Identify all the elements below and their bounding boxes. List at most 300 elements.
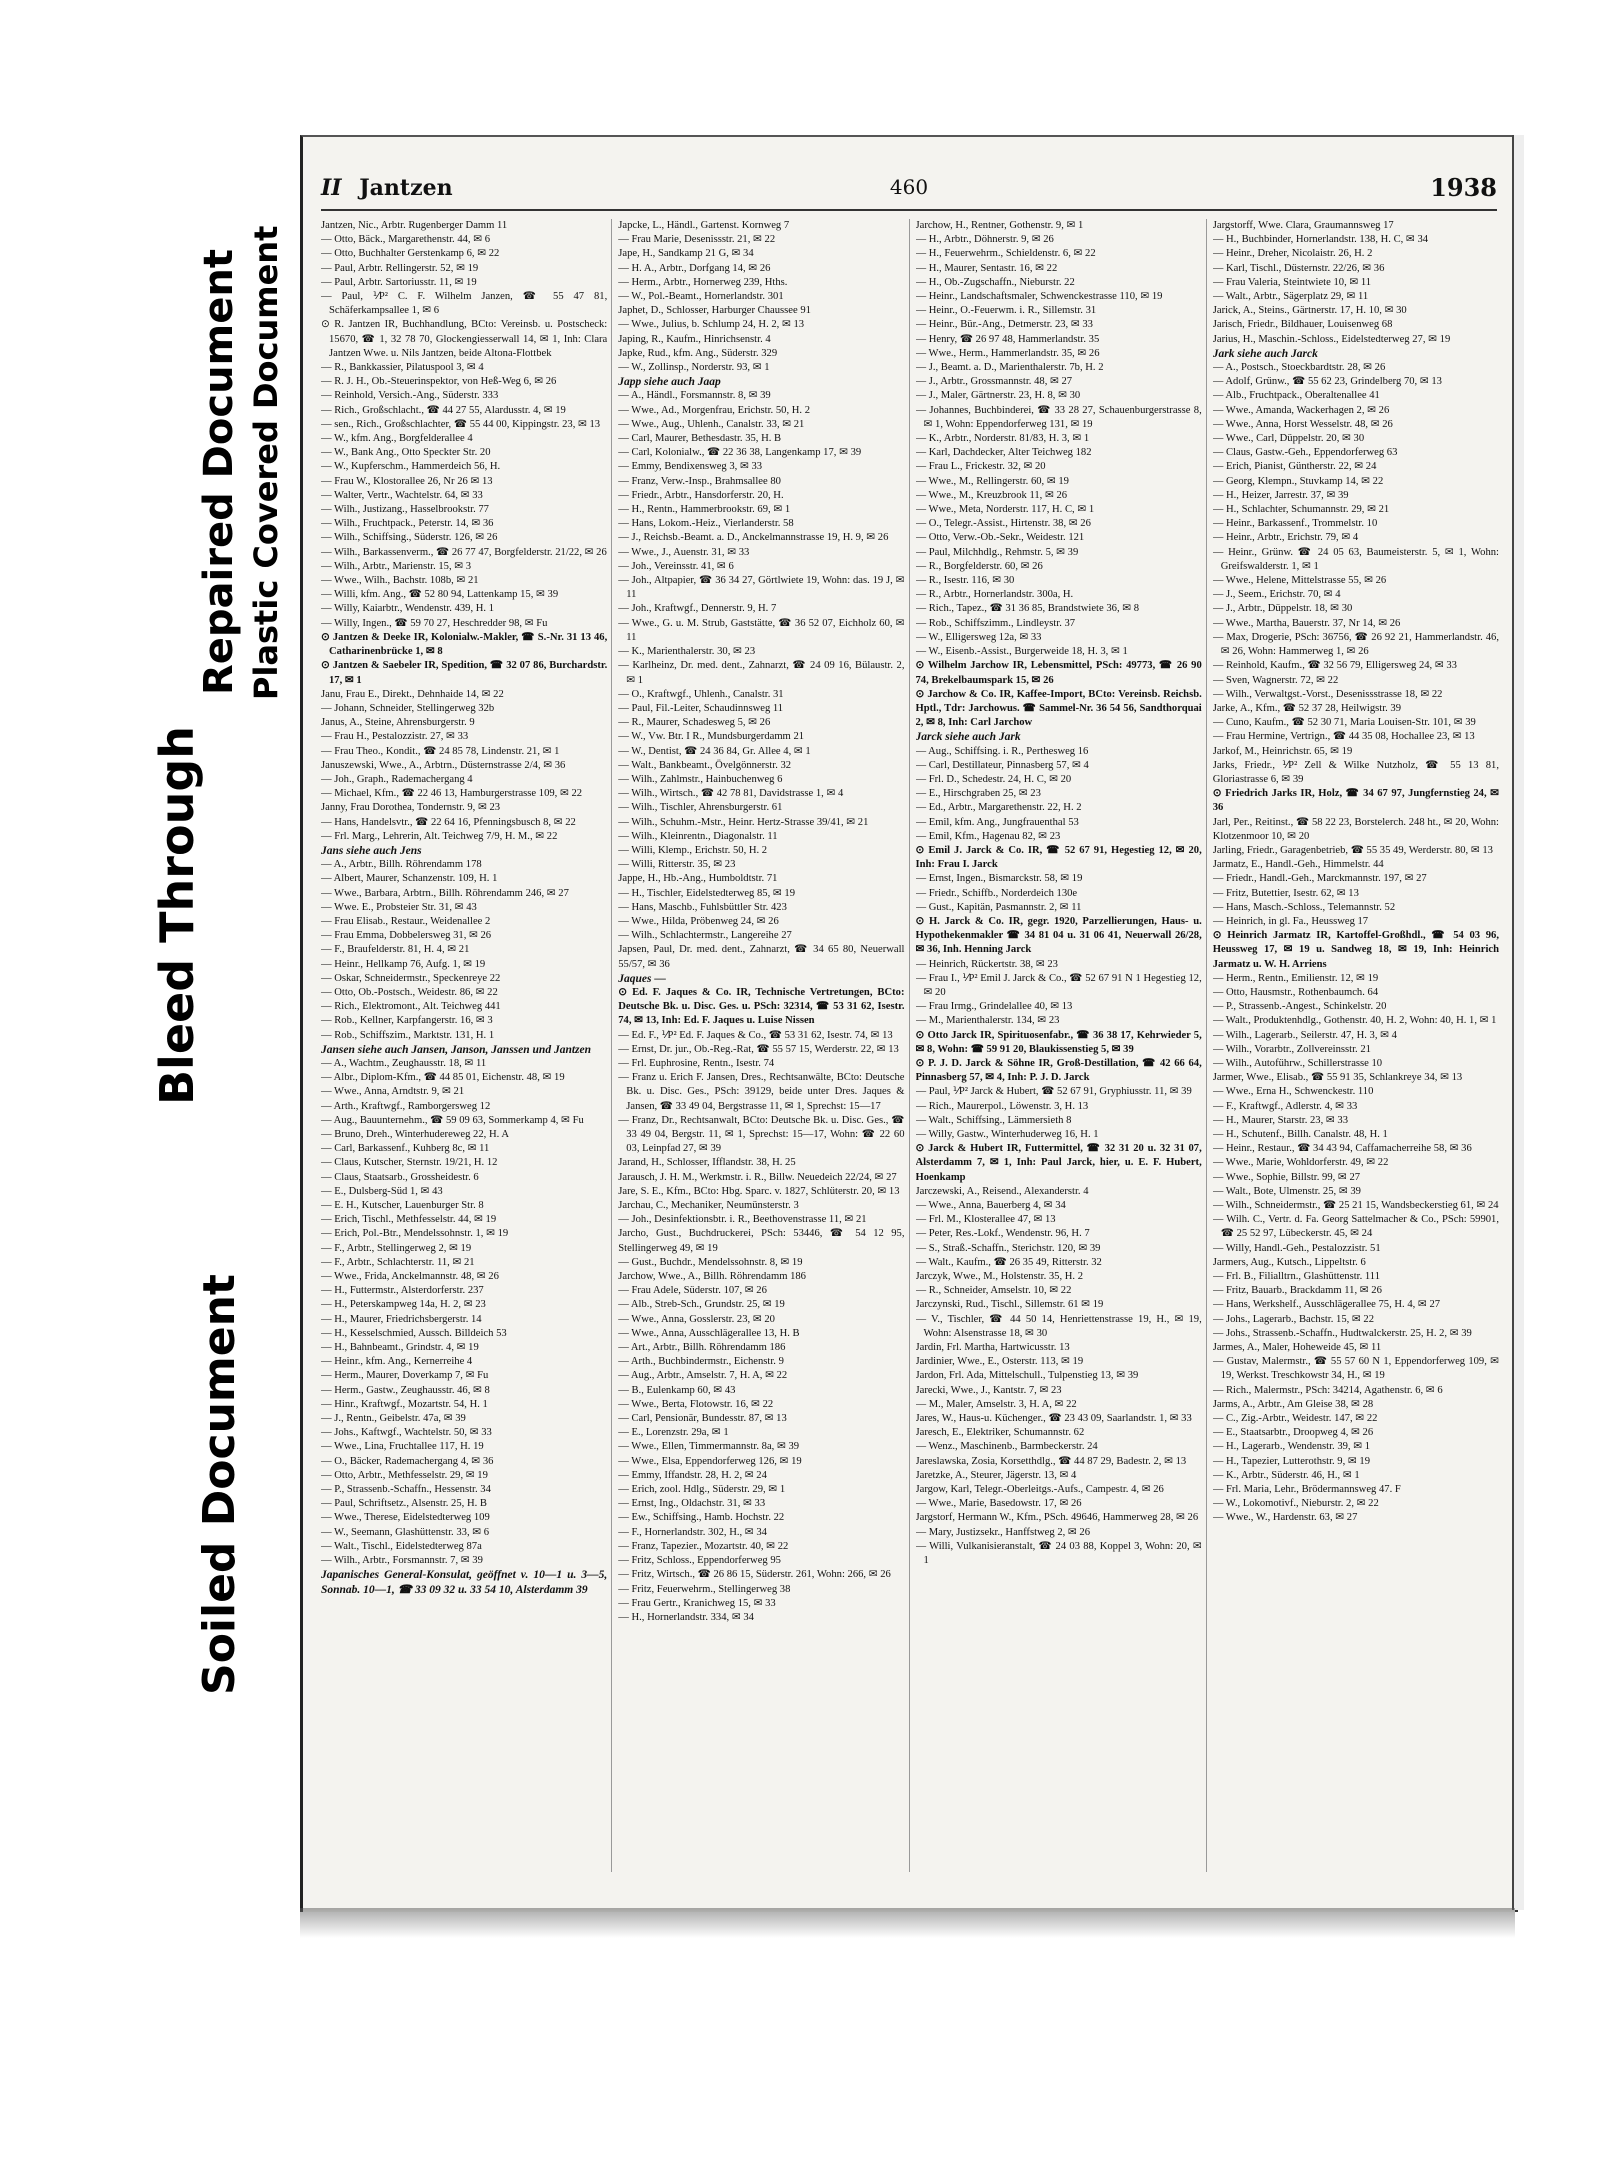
directory-entry: — Wwe., Amanda, Wackerhagen 2, ✉ 26 xyxy=(1212,404,1390,416)
directory-entry: — Herm., Gastw., Zeughausstr. 46, ✉ 8 xyxy=(321,1384,490,1396)
directory-entry: — Erich, Pol.-Btr., Mendelssohnstr. 1, ✉ 19 xyxy=(321,1228,509,1240)
directory-entry: — Wilh., Kleinrentn., Diagonalstr. 11 xyxy=(618,830,778,842)
directory-entry: — H., Maurer, Sentastr. 16, ✉ 22 xyxy=(915,262,1058,274)
directory-entry: — Paul, Schriftsetz., Alsenstr. 25, H. B xyxy=(321,1498,487,1510)
directory-entry: — Sven, Wagnerstr. 72, ✉ 22 xyxy=(1212,674,1339,686)
directory-entry: — Alb., Streb-Sch., Grundstr. 25, ✉ 19 xyxy=(618,1299,785,1311)
directory-entry: — Frau Theo., Kondit., ☎ 24 85 78, Lindenstr. 21, ✉ 1 xyxy=(321,745,560,757)
directory-entry: — H., Rentn., Hammerbrookstr. 69, ✉ 1 xyxy=(618,504,791,516)
directory-entry: — Frau Valeria, Steintwiete 10, ✉ 11 xyxy=(1212,276,1372,288)
directory-entry: — Wwe. E., Probsteier Str. 31, ✉ 43 xyxy=(321,901,477,913)
directory-entry: — F., Braufelderstr. 81, H. 4, ✉ 21 xyxy=(321,944,470,956)
directory-entry: — Heinr., Dreher, Nicolaistr. 26, H. 2 xyxy=(1212,248,1373,260)
directory-entry: — M., Maler, Amselstr. 3, H. A, ✉ 22 xyxy=(915,1398,1077,1410)
directory-entry: — Wilh., Justizang., Hasselbrookstr. 77 xyxy=(321,504,489,516)
directory-entry: Jargow, Karl, Telegr.-Oberleitgs.-Aufs., Campestr. 4, ✉ 26 xyxy=(915,1484,1164,1496)
bottom-shadow xyxy=(300,1908,1515,1938)
directory-entry: Jarl, Per., Reitinst., ☎ 58 22 23, Borstelerch. 248 ht., ✉ 20, Wohn: Klotzenmoor 10, ✉ 20 xyxy=(1212,816,1499,842)
directory-entry: — W., Kupferschm., Hammerdeich 56, H. xyxy=(321,461,501,473)
directory-entry: — Wwe., Sophie, Billstr. 99, ✉ 27 xyxy=(1212,1171,1361,1183)
directory-entry: — Emmy, Iffandstr. 28, H. 2, ✉ 24 xyxy=(618,1469,767,1481)
directory-entry: — H., Hornerlandstr. 334, ✉ 34 xyxy=(618,1611,754,1623)
directory-entry: Jarick, A., Steins., Gärtnerstr. 17, H. 10, ✉ 30 xyxy=(1212,305,1407,317)
directory-entry: Jarmes, A., Maler, Hoheweide 45, ✉ 11 xyxy=(1212,1342,1382,1354)
directory-entry: — Wwe., Anna, Bauerberg 4, ✉ 34 xyxy=(915,1200,1066,1212)
directory-entry: — J., Beamt. a. D., Marienthalerstr. 7b, H. 2 xyxy=(915,362,1104,374)
directory-entry: Japhet, D., Schlosser, Harburger Chaussee 91 xyxy=(618,305,811,317)
directory-entry: — Fritz, Butettier, Isestr. 62, ✉ 13 xyxy=(1212,887,1359,899)
directory-entry: Janny, Frau Dorothea, Tondernstr. 9, ✉ 23 xyxy=(321,802,501,814)
directory-entry: — Rich., Maurerpol., Löwenstr. 3, H. 13 xyxy=(915,1100,1089,1112)
directory-entry: — Fritz, Feuerwehrm., Stellingerweg 38 xyxy=(618,1583,791,1595)
directory-entry: Jarius, H., Maschin.-Schloss., Eidelstedterweg 27, ✉ 19 xyxy=(1212,333,1451,345)
directory-entry: — Ernst, Ingen., Bismarckstr. 58, ✉ 19 xyxy=(915,873,1083,885)
directory-entry: — H., Futtermstr., Alsterdorferstr. 237 xyxy=(321,1285,484,1297)
directory-entry: Janus, A., Steine, Ahrensburgerstr. 9 xyxy=(321,717,475,729)
directory-entry: Japp siehe auch Jaap xyxy=(618,376,721,389)
directory-entry: — R. J. H., Ob.-Steuerinspektor, von Heß-Weg 6, ✉ 26 xyxy=(321,376,557,388)
directory-entry: — Johs., Kaftwgf., Wachtelstr. 50, ✉ 33 xyxy=(321,1427,492,1439)
directory-entry: — Carl, Kolonialw., ☎ 22 36 38, Langenkamp 17, ✉ 39 xyxy=(618,447,862,459)
directory-entry: ⊙ Jantzen & Saebeler IR, Spedition, ☎ 32 07 86, Burchardstr. 17, ✉ 1 xyxy=(321,660,608,686)
directory-entry: — Wilh. C., Vertr. d. Fa. Georg Sattelmacher & Co., PSch: 59901, ☎ 25 52 97, Lübeckerstr. 45, ✉ 24 xyxy=(1212,1214,1499,1240)
directory-entry: — Henry, ☎ 26 97 48, Hammerlandstr. 35 xyxy=(915,333,1100,345)
directory-entry: — J., Rentn., Geibelstr. 47a, ✉ 39 xyxy=(321,1413,466,1425)
directory-entry: — Wilh., Schiffsing., Süderstr. 126, ✉ 26 xyxy=(321,532,498,544)
directory-entry: — Johs., Lagerarb., Bachstr. 15, ✉ 22 xyxy=(1212,1313,1375,1325)
directory-entry: — Frau Marie, Desenissstr. 21, ✉ 22 xyxy=(618,234,776,246)
directory-entry: — Franz u. Erich F. Jansen, Dres., Rechtsanwälte, BCto: Deutsche Bk. u. Disc. Ges., PSch: 39129, beide unter Dres. Jaques & Jansen, ☎ 33 49 04, Bergstrasse 11, ✉ 1, Sprechst: 15—17 xyxy=(618,1072,905,1112)
directory-entry: — Carl, Maurer, Bethesdastr. 35, H. B xyxy=(618,433,782,445)
directory-entry: — Frau Gertr., Kranichweg 15, ✉ 33 xyxy=(618,1597,776,1609)
directory-entry: — Cuno, Kaufm., ☎ 52 30 71, Maria Louisen-Str. 101, ✉ 39 xyxy=(1212,717,1476,729)
directory-entry: — Frau H., Pestalozzistr. 27, ✉ 33 xyxy=(321,731,469,743)
directory-entry: — Wwe., Julius, b. Schlump 24, H. 2, ✉ 13 xyxy=(618,319,805,331)
directory-entry: — H. A., Arbtr., Dorfgang 14, ✉ 26 xyxy=(618,262,771,274)
directory-entry: — Wwe., M., Rellingerstr. 60, ✉ 19 xyxy=(915,475,1069,487)
directory-entry: — Erich, Pianist, Güntherstr. 22, ✉ 24 xyxy=(1212,461,1377,473)
directory-entry: — K., Arbtr., Norderstr. 81/83, H. 3, ✉ 1 xyxy=(915,433,1090,445)
directory-entry: — R., Arbtr., Hornerlandstr. 300a, H. xyxy=(915,589,1074,601)
directory-entry: — Wwe., Berta, Flotowstr. 16, ✉ 22 xyxy=(618,1398,774,1410)
directory-entry: — Wwe., Aug., Uhlenh., Canalstr. 33, ✉ 21 xyxy=(618,418,805,430)
directory-entry: — Wwe., Meta, Norderstr. 117, H. C, ✉ 1 xyxy=(915,504,1095,516)
directory-entry: — W., Dentist, ☎ 24 36 84, Gr. Allee 4, ✉ 1 xyxy=(618,745,811,757)
directory-entry: — Herm., Arbtr., Hornerweg 239, Hths. xyxy=(618,276,788,288)
directory-entry: — Frau Irmg., Grindelallee 40, ✉ 13 xyxy=(915,1001,1073,1013)
directory-entry: — H., Schlachter, Schumannstr. 29, ✉ 21 xyxy=(1212,504,1390,516)
page-edge xyxy=(1512,135,1524,1910)
directory-entry: — Walt., Tischl., Eidelstedterweg 87a xyxy=(321,1540,482,1552)
directory-entry: Jardin, Frl. Martha, Hartwicusstr. 13 xyxy=(915,1342,1070,1354)
directory-entry: — Bruno, Dreh., Winterhudereweg 22, H. A xyxy=(321,1129,509,1140)
directory-entry: — Hans, Maschb., Fuhlsbüttler Str. 423 xyxy=(618,901,787,913)
directory-entry: — F., Kraftwgf., Adlerstr. 4, ✉ 33 xyxy=(1212,1100,1358,1112)
directory-entry: — Otto, Verw.-Ob.-Sekr., Weidestr. 121 xyxy=(915,532,1085,544)
directory-entry: — H., Bahnbeamt., Grindstr. 4, ✉ 19 xyxy=(321,1342,479,1354)
directory-entry: — Georg, Klempn., Stuvkamp 14, ✉ 22 xyxy=(1212,475,1384,487)
directory-entry: — Johs., Strassenb.-Schaffn., Hudtwalckerstr. 25, H. 2, ✉ 39 xyxy=(1212,1327,1472,1339)
directory-entry: — O., Bäcker, Rademachergang 4, ✉ 36 xyxy=(321,1455,494,1467)
directory-entry: — Mary, Justizsekr., Hanffstweg 2, ✉ 26 xyxy=(915,1526,1091,1538)
directory-entry: — Rich., Elektromont., Alt. Teichweg 441 xyxy=(321,1001,501,1013)
directory-entry: Januszewski, Wwe., A., Arbtrn., Düsternstrasse 2/4, ✉ 36 xyxy=(321,759,566,771)
directory-entry: — H., Buchbinder, Hornerlandstr. 138, H. C, ✉ 34 xyxy=(1212,234,1429,246)
directory-entry: — H., Kesselschmied, Aussch. Billdeich 53 xyxy=(321,1327,507,1339)
directory-entry: — Joh., Altpapier, ☎ 36 34 27, Görtlwiete 19, Wohn: das. 19 J, ✉ 11 xyxy=(618,575,905,601)
directory-entry: — Fritz, Bauarb., Brackdamm 11, ✉ 26 xyxy=(1212,1285,1382,1297)
page-number: 460 xyxy=(889,175,929,199)
directory-entry: — Wwe., Anna, Arndtstr. 9, ✉ 21 xyxy=(321,1086,465,1098)
directory-entry: — Rich., Großschlacht., ☎ 44 27 55, Alardusstr. 4, ✉ 19 xyxy=(321,404,566,416)
directory-entry: Jarecki, Wwe., J., Kantstr. 7, ✉ 23 xyxy=(915,1384,1062,1396)
directory-entry: — J., Maler, Gärtnerstr. 23, H. 8, ✉ 30 xyxy=(915,390,1081,402)
directory-entry: — Wwe., G. u. M. Strub, Gaststätte, ☎ 36 52 07, Eichholz 60, ✉ 11 xyxy=(618,617,905,643)
directory-entry: — Walt., Schiffsing., Lämmersieth 8 xyxy=(915,1114,1072,1126)
directory-entry: — A., Händl., Forsmannstr. 8, ✉ 39 xyxy=(618,390,771,402)
directory-entry: — A., Postsch., Stoeckbardtstr. 28, ✉ 26 xyxy=(1212,362,1386,374)
directory-entry: — Karl, Dachdecker, Alter Teichweg 182 xyxy=(915,447,1092,459)
directory-entry: — Wilh., Tischler, Ahrensburgerstr. 61 xyxy=(618,802,783,814)
directory-entry: — Emil, kfm. Ang., Jungfrauenthal 53 xyxy=(915,816,1079,828)
directory-entry: — Joh., Graph., Rademachergang 4 xyxy=(321,773,473,785)
year: 1938 xyxy=(1430,173,1497,202)
directory-entry: Jareslawska, Zosia, Korsetthdlg., ☎ 44 87 29, Badestr. 2, ✉ 13 xyxy=(915,1455,1187,1467)
directory-entry: — Gust., Kapitän, Pasmannstr. 2, ✉ 11 xyxy=(915,901,1082,913)
directory-entry: Jardinier, Wwe., E., Osterstr. 113, ✉ 19 xyxy=(915,1356,1084,1368)
directory-entry: — S., Straß.-Schaffn., Sterichstr. 120, ✉ 39 xyxy=(915,1242,1101,1254)
directory-entry: — Karlheinz, Dr. med. dent., Zahnarzt, ☎ 24 09 16, Bülaustr. 2, ✉ 1 xyxy=(618,660,905,686)
directory-entry: — W., Pol.-Beamt., Hornerlandstr. 301 xyxy=(618,291,784,303)
directory-entry: — Wilh., Autoführw., Schillerstrasse 10 xyxy=(1212,1057,1383,1069)
column-3 xyxy=(916,219,1207,1872)
directory-entry: — O., Kraftwgf., Uhlenh., Canalstr. 31 xyxy=(618,688,784,700)
directory-entry: — Willi, Ritterstr. 35, ✉ 23 xyxy=(618,859,736,871)
directory-entry: — P., Strassenb.-Schaffn., Hessenstr. 34 xyxy=(321,1484,491,1496)
directory-entry: — Wwe., J., Auenstr. 31, ✉ 33 xyxy=(618,546,750,558)
directory-entry: Jarczyk, Wwe., M., Holstenstr. 35, H. 2 xyxy=(915,1271,1084,1283)
directory-entry: Jarchau, C., Mechaniker, Neumünsterstr. 3 xyxy=(618,1200,799,1212)
directory-entry: — H., Lagerarb., Wendenstr. 39, ✉ 1 xyxy=(1212,1441,1371,1453)
directory-entry: — W., Vw. Btr. I R., Mundsburgerdamm 21 xyxy=(618,731,805,743)
directory-entry: Jarand, H., Schlosser, Ifflandstr. 38, H. 25 xyxy=(618,1157,796,1169)
directory-entry: — Fritz, Wirtsch., ☎ 26 86 15, Süderstr. 261, Wohn: 266, ✉ 26 xyxy=(618,1569,891,1581)
directory-entry: — sen., Rich., Großschlachter, ☎ 55 44 00, Kippingstr. 23, ✉ 13 xyxy=(321,418,601,430)
directory-entry: — Frau Emma, Dobbelersweg 31, ✉ 26 xyxy=(321,930,492,942)
directory-entry: — Willy, Gastw., Winterhuderweg 16, H. 1 xyxy=(915,1129,1099,1140)
directory-entry: — Paul, ⅟P² Jarck & Hubert, ☎ 52 67 91, Gryphiusstr. 11, ✉ 39 xyxy=(915,1086,1192,1098)
directory-entry: Jape, H., Sandkamp 21 G, ✉ 34 xyxy=(618,248,754,260)
directory-entry: — Oskar, Schneidermstr., Speckenreye 22 xyxy=(321,972,501,984)
directory-entry: — E., Hirschgraben 25, ✉ 23 xyxy=(915,788,1041,800)
directory-entry: — Ew., Schiffsing., Hamb. Hochstr. 22 xyxy=(618,1512,785,1524)
directory-entry: Jantzen, Nic., Arbtr. Rugenberger Damm 11 xyxy=(321,220,508,231)
directory-entry: — Herm., Rentn., Emilienstr. 12, ✉ 19 xyxy=(1212,972,1379,984)
column-1 xyxy=(321,219,612,1872)
directory-entry: Jarke, A., Kfm., ☎ 52 37 28, Heilwigstr. 39 xyxy=(1212,702,1402,714)
directory-entry: ⊙ Wilhelm Jarchow IR, Lebensmittel, PSch: 49773, ☎ 26 90 74, Brekelbaumspark 15, ✉ 26 xyxy=(915,660,1202,686)
directory-entry: — Wwe., Carl, Düppelstr. 20, ✉ 30 xyxy=(1212,433,1365,445)
directory-entry: ⊙ Otto Jarck IR, Spirituosenfabr., ☎ 36 38 17, Kehrwieder 5, ✉ 8, Wohn: ☎ 59 91 20, Blaukissenstieg 5, ✉ 39 xyxy=(915,1029,1202,1055)
directory-entry: — Erich, zool. Hdlg., Süderstr. 29, ✉ 1 xyxy=(618,1484,786,1496)
directory-entry: Japsen, Paul, Dr. med. dent., Zahnarzt, ☎ 34 65 80, Neuerwall 55/57, ✉ 36 xyxy=(618,944,905,970)
directory-entry: — Rich., Malermstr., PSch: 34214, Agathenstr. 6, ✉ 6 xyxy=(1212,1384,1443,1396)
directory-entry: — Joh., Vereinsstr. 41, ✉ 6 xyxy=(618,560,734,572)
page-header xyxy=(321,169,1497,211)
directory-entry: — Walt., Arbtr., Sägerplatz 29, ✉ 11 xyxy=(1212,291,1369,303)
directory-entry: Jarcho, Gust., Buchdruckerei, PSch: 53446, ☎ 54 12 95, Stellingerweg 49, ✉ 19 xyxy=(618,1228,905,1254)
directory-entry: — Wilh., Schlachtermstr., Langereihe 27 xyxy=(618,930,792,942)
directory-entry: — Gust., Buchdr., Mendelssohnstr. 8, ✉ 19 xyxy=(618,1256,803,1268)
directory-entry: — Frau I., ⅟P² Emil J. Jarck & Co., ☎ 52 67 91 N 1 Hegestieg 12, ✉ 20 xyxy=(915,972,1202,998)
directory-entry: Jarks, Friedr., ⅟P² Zell & Wilke Nutzholz, ☎ 55 13 81, Gloriastrasse 6, ✉ 39 xyxy=(1212,759,1499,785)
directory-entry: — Frl. Euphrosine, Rentn., Isestr. 74 xyxy=(618,1057,775,1069)
directory-entry: — Otto, Bäck., Margarethenstr. 44, ✉ 6 xyxy=(321,234,491,246)
label-bleed-through: Bleed Through xyxy=(150,725,204,1105)
directory-entry: — Wwe., Frida, Anckelmannstr. 48, ✉ 26 xyxy=(321,1271,499,1283)
directory-entry: — Frl. D., Schedestr. 24, H. C, ✉ 20 xyxy=(915,773,1072,785)
directory-entry: — Heinr., O.-Feuerwm. i. R., Sillemstr. 31 xyxy=(915,305,1097,317)
directory-entry: Japcke, L., Händl., Gartenst. Kornweg 7 xyxy=(618,220,790,231)
directory-entry: — Wwe., Helene, Mittelstrasse 55, ✉ 26 xyxy=(1212,575,1387,587)
directory-entry: Jaresch, E., Elektriker, Schumannstr. 62 xyxy=(915,1427,1085,1439)
directory-entry: Jares, W., Haus-u. Küchenger., ☎ 23 43 09, Saarlandstr. 1, ✉ 33 xyxy=(915,1413,1192,1425)
directory-entry: — P., Strassenb.-Angest., Schinkelstr. 20 xyxy=(1212,1001,1387,1013)
directory-entry: ⊙ Emil J. Jarck & Co. IR, ☎ 52 67 91, Hegestieg 12, ✉ 20, Inh: Frau I. Jarck xyxy=(915,844,1202,871)
directory-entry: — Adolf, Grünw., ☎ 55 62 23, Grindelberg 70, ✉ 13 xyxy=(1212,376,1442,388)
directory-entry: — Frau W., Klostorallee 26, Nr 26 ✉ 13 xyxy=(321,475,493,487)
directory-entry: — Heinr., Barkassenf., Trommelstr. 10 xyxy=(1212,518,1378,530)
directory-entry: — Frl. M., Klosterallee 47, ✉ 13 xyxy=(915,1214,1056,1226)
directory-entry: ⊙ Friedrich Jarks IR, Holz, ☎ 34 67 97, Jungfernstieg 24, ✉ 36 xyxy=(1212,788,1499,814)
directory-entry: — Wwe., Marie, Basedowstr. 17, ✉ 26 xyxy=(915,1498,1082,1510)
column-2 xyxy=(618,219,909,1872)
directory-entry: — R., Schneider, Amselstr. 10, ✉ 22 xyxy=(915,1285,1072,1297)
directory-entry: — Michael, Kfm., ☎ 22 46 13, Hamburgerstrasse 109, ✉ 22 xyxy=(321,788,583,800)
directory-entry: — Wwe., Anna, Gosslerstr. 23, ✉ 20 xyxy=(618,1313,775,1325)
directory-entry: — Wwe., Herm., Hammerlandstr. 35, ✉ 26 xyxy=(915,347,1100,359)
directory-entry: — Frl. B., Filialltrn., Glashüttenstr. 111 xyxy=(1212,1271,1380,1283)
directory-entry: — W., Seemann, Glashüttenstr. 33, ✉ 6 xyxy=(321,1526,490,1538)
directory-entry: — Heinrich, Rückertstr. 38, ✉ 23 xyxy=(915,958,1058,970)
directory-entry: — Heinr., Grünw. ☎ 24 05 63, Baumeisterstr. 5, ✉ 1, Wohn: Greifswalderstr. 1, ✉ 1 xyxy=(1212,546,1499,572)
directory-entry: — Otto, Buchhalter Gerstenkamp 6, ✉ 22 xyxy=(321,248,500,260)
directory-entry: — Rob., Schiffszim., Marktstr. 131, H. 1 xyxy=(321,1029,495,1041)
directory-entry: — Claus, Kutscher, Sternstr. 19/21, H. 12 xyxy=(321,1157,498,1169)
directory-entry: — Art., Arbtr., Billh. Röhrendamm 186 xyxy=(618,1342,786,1354)
directory-entry: — Willy, Ingen., ☎ 59 70 27, Heschredder 98, ✉ Fu xyxy=(321,617,548,629)
directory-entry: — Gustav, Malermstr., ☎ 55 57 60 N 1, Eppendorferweg 109, ✉ 19, Werkst. Treschkowstr 34, H., ✉ 19 xyxy=(1212,1356,1499,1382)
column-4 xyxy=(1213,219,1503,1872)
directory-entry: — Paul, Arbtr. Rellingerstr. 52, ✉ 19 xyxy=(321,262,479,274)
directory-entry: — Otto, Arbtr., Methfesselstr. 29, ✉ 19 xyxy=(321,1469,488,1481)
directory-entry: — Rich., Tapez., ☎ 31 36 85, Brandstwiete 36, ✉ 8 xyxy=(915,603,1140,615)
directory-entry: — Wwe., Martha, Bauerstr. 37, Nr 14, ✉ 26 xyxy=(1212,617,1401,629)
directory-entry: — Willi, Klemp., Erichstr. 50, H. 2 xyxy=(618,844,768,856)
directory-entry: — Heinr., Hellkamp 76, Aufg. 1, ✉ 19 xyxy=(321,958,486,970)
directory-entry: ⊙ H. Jarck & Co. IR, gegr. 1920, Parzellierungen, Haus- u. Hypothekenmakler ☎ 34 81 04 u. 31 06 41, Neuerwall 26/28, ✉ 36, Inh. Henning Jarck xyxy=(915,915,1202,956)
directory-entry: — Reinhold, Versich.-Ang., Süderstr. 333 xyxy=(321,390,499,402)
directory-entry: — Hans, Werkshelf., Ausschlägerallee 75, H. 4, ✉ 27 xyxy=(1212,1299,1441,1311)
directory-entry: — Arth., Buchbindermstr., Eichenstr. 9 xyxy=(618,1356,784,1368)
directory-entry: Jarchow, Wwe., A., Billh. Röhrendamm 186 xyxy=(618,1271,806,1283)
directory-entry: — Heinr., Landschaftsmaler, Schwenckestrasse 110, ✉ 19 xyxy=(915,291,1163,303)
directory-entry: Jaques — xyxy=(618,972,666,985)
directory-entry: — Wwe., Ellen, Timmermannstr. 8a, ✉ 39 xyxy=(618,1441,800,1453)
directory-entry: — V., Tischler, ☎ 44 50 14, Henriettenstrasse 19, H., ✉ 19, Wohn: Alsenstrasse 18, ✉ 30 xyxy=(915,1313,1202,1339)
directory-entry: — W., Bank Ang., Otto Speckter Str. 20 xyxy=(321,447,491,459)
directory-entry: ⊙ Jarchow & Co. IR, Kaffee-Import, BCto: Vereinsb. Reichsb. Hptl., Tdr: Jarchowus. ☎ Sammel-Nr. 36 54 56, Sandthorquai 2, ✉ 8, Inh: Carl Jarchow xyxy=(915,688,1202,729)
directory-entry: — R., Bankkassier, Pilatuspool 3, ✉ 4 xyxy=(321,362,484,374)
directory-entry: — Wwe., Elsa, Eppendorferweg 126, ✉ 19 xyxy=(618,1455,802,1467)
directory-entry: — J., Arbtr., Düppelstr. 18, ✉ 30 xyxy=(1212,603,1353,615)
directory-entry: — Willi, kfm. Ang., ☎ 52 80 94, Lattenkamp 15, ✉ 39 xyxy=(321,589,559,601)
directory-entry: — Wilh., Lagerarb., Seilerstr. 47, H. 3, ✉ 4 xyxy=(1212,1029,1397,1041)
directory-entry: — Albert, Maurer, Schanzenstr. 109, H. 1 xyxy=(321,873,498,885)
directory-entry: — Albr., Diplom-Kfm., ☎ 44 85 01, Eichenstr. 48, ✉ 19 xyxy=(321,1072,565,1084)
directory-entry: — Wwe., Therese, Eidelstedterweg 109 xyxy=(321,1512,490,1524)
directory-entry: Jarczewski, A., Reisend., Alexanderstr. 4 xyxy=(915,1185,1089,1197)
directory-entry: — H., Maurer, Friedrichsbergerstr. 14 xyxy=(321,1313,482,1325)
header-title: Jantzen xyxy=(359,175,453,201)
directory-entry: — Heinr., kfm. Ang., Kernerreihe 4 xyxy=(321,1356,473,1368)
directory-entry: — W., kfm. Ang., Borgfelderallee 4 xyxy=(321,433,473,445)
directory-entry: — Heinrich, in gl. Fa., Heussweg 17 xyxy=(1212,915,1369,927)
directory-entry: — Wwe., Anna, Horst Wesselstr. 48, ✉ 26 xyxy=(1212,418,1393,430)
side-labels xyxy=(0,0,300,2177)
directory-entry: — W., Eisenb.-Assist., Burgerweide 18, H. 3, ✉ 1 xyxy=(915,646,1128,658)
directory-entry: ⊙ P. J. D. Jarck & Söhne IR, Groß-Destillation, ☎ 42 66 64, Pinnasberg 57, ✉ 4, Inh: P. J. D. Jarck xyxy=(915,1057,1202,1084)
directory-entry: — Wwe., W., Hardenstr. 63, ✉ 27 xyxy=(1212,1512,1358,1524)
directory-entry: ⊙ Jarck & Hubert IR, Futtermittel, ☎ 32 31 20 u. 32 31 07, Alsterdamm 7, ✉ 1, Inh: Paul Jarck, hier, u. E. F. Hubert, Hoenkamp xyxy=(915,1143,1202,1183)
directory-entry: — Max, Drogerie, PSch: 36756, ☎ 26 92 21, Hammerlandstr. 46, ✉ 26, Wohn: Hammerweg 1, ✉ 26 xyxy=(1212,631,1499,658)
label-repaired-document: Repaired Document xyxy=(196,249,242,695)
directory-entry: Jargstorff, Wwe. Clara, Graumannsweg 17 xyxy=(1212,220,1394,231)
directory-entry: — Wwe., Erna H., Schwenckestr. 110 xyxy=(1212,1086,1374,1098)
directory-entry: — Rob., Schiffszimm., Lindleystr. 37 xyxy=(915,617,1076,629)
directory-entry: — Aug., Arbtr., Amselstr. 7, H. A, ✉ 22 xyxy=(618,1370,788,1382)
directory-entry: Jarmers, Aug., Kutsch., Lippeltstr. 6 xyxy=(1212,1256,1366,1268)
directory-entry: — Wwe., Marie, Wohldorferstr. 49, ✉ 22 xyxy=(1212,1157,1389,1169)
directory-entry: — Emmy, Bendixensweg 3, ✉ 33 xyxy=(618,461,763,473)
directory-entry: — R., Borgfelderstr. 60, ✉ 26 xyxy=(915,560,1043,572)
directory-entry: Jans siehe auch Jens xyxy=(321,844,422,857)
directory-entry: — Franz, Dr., Rechtsanwalt, BCto: Deutsche Bk. u. Disc. Ges., ☎ 33 49 04, Bergstr. 11, ✉ 1, Sprechst: 15—17, Wohn: ☎ 22 60 03, Leinpfad 27, ✉ 39 xyxy=(618,1114,905,1155)
directory-entry: — Wwe., Wilh., Bachstr. 108b, ✉ 21 xyxy=(321,575,479,587)
directory-entry: Jarmer, Wwe., Elisab., ☎ 55 91 35, Schlankreye 34, ✉ 13 xyxy=(1212,1072,1463,1084)
directory-entry: — H., Tischler, Eidelstedterweg 85, ✉ 19 xyxy=(618,887,796,899)
directory-entry: — Paul, Arbtr. Sartoriusstr. 11, ✉ 19 xyxy=(321,276,477,288)
directory-entry: — Ernst, Dr. jur., Ob.-Reg.-Rat, ☎ 55 57 15, Werderstr. 22, ✉ 13 xyxy=(618,1043,899,1055)
directory-entry: ⊙ Heinrich Jarmatz IR, Kartoffel-Großhdl., ☎ 54 03 96, Heussweg 17, ✉ 19 u. Sandweg 18, ✉ 19, Inh: Heinrich Jarmatz u. W. H. Arriens xyxy=(1212,930,1499,970)
directory-entry: — Wilh., Barkassenverm., ☎ 26 77 47, Borgfelderstr. 21/22, ✉ 26 xyxy=(321,546,607,558)
directory-entry: — Frau Elisab., Restaur., Weidenallee 2 xyxy=(321,915,491,927)
directory-entry: — Carl, Destillateur, Pinnasberg 57, ✉ 4 xyxy=(915,759,1089,771)
directory-entry: — Wilh., Arbtr., Forsmannstr. 7, ✉ 39 xyxy=(321,1555,483,1567)
directory-entry: — E., Staatsarbtr., Droopweg 4, ✉ 26 xyxy=(1212,1427,1374,1439)
directory-entry: — A., Wachtm., Zeughausstr. 18, ✉ 11 xyxy=(321,1057,487,1069)
directory-entry: — Johannes, Buchbinderei, ☎ 33 28 27, Schauenburgerstrasse 8, ✉ 1, Wohn: Eppendorferweg 131, ✉ 19 xyxy=(915,404,1202,430)
directory-entry: — Emil, Kfm., Hagenau 82, ✉ 23 xyxy=(915,830,1061,842)
directory-entry: — Wenz., Maschinenb., Barmbeckerstr. 24 xyxy=(915,1441,1098,1453)
directory-entry: — Frl. Maria, Lehr., Brödermannsweg 47. F xyxy=(1212,1484,1401,1496)
directory-entry: — Hans, Handelsvtr., ☎ 22 64 16, Pfenningsbusch 8, ✉ 22 xyxy=(321,816,576,828)
directory-entry: — Aug., Schiffsing. i. R., Perthesweg 16 xyxy=(915,745,1089,757)
directory-entry: — Frau L., Frickestr. 32, ✉ 20 xyxy=(915,461,1046,473)
directory-entry: — Claus, Staatsarb., Grossheidestr. 6 xyxy=(321,1171,479,1183)
directory-entry: — Wilh., Zahlmstr., Hainbuchenweg 6 xyxy=(618,773,783,785)
directory-entry: Jappe, H., Hb.-Ang., Humboldtstr. 71 xyxy=(618,873,778,885)
directory-entry: — Frau Hermine, Vertrign., ☎ 44 35 08, Hochallee 23, ✉ 13 xyxy=(1212,731,1475,743)
directory-entry: Jaretzke, A., Steurer, Jägerstr. 13, ✉ 4 xyxy=(915,1469,1077,1481)
directory-entry: — Ernst, Ing., Oldachstr. 31, ✉ 33 xyxy=(618,1498,766,1510)
directory-entry: — Joh., Desinfektionsbtr. i. R., Beethovenstrasse 11, ✉ 21 xyxy=(618,1214,867,1226)
directory-entry: — J., Seem., Erichstr. 70, ✉ 4 xyxy=(1212,589,1341,601)
directory-entry: Jark siehe auch Jarck xyxy=(1212,347,1318,360)
directory-entry: — C., Zig.-Arbtr., Weidestr. 147, ✉ 22 xyxy=(1212,1413,1378,1425)
directory-entry: — Walt., Bankbeamt., Övelgönnerstr. 32 xyxy=(618,759,792,771)
directory-entry: Jarling, Friedr., Garagenbetrieb, ☎ 55 35 49, Werderstr. 80, ✉ 13 xyxy=(1212,844,1493,856)
directory-entry: — J., Arbtr., Grossmannstr. 48, ✉ 27 xyxy=(915,376,1073,388)
label-soiled-document: Soiled Document xyxy=(194,1274,245,1695)
directory-entry: — Friedr., Handl.-Geh., Marckmannstr. 197, ✉ 27 xyxy=(1212,873,1427,885)
directory-entry: Japanisches General-Konsulat, geöffnet v. 10—1 u. 3—5, Sonnab. 10—1, ☎ 33 09 32 u. 33 54 10, Alsterdamm 39 xyxy=(321,1569,608,1596)
directory-entry: — Walt., Bote, Ulmenstr. 25, ✉ 39 xyxy=(1212,1185,1361,1197)
directory-entry: — F., Arbtr., Stellingerweg 2, ✉ 19 xyxy=(321,1242,472,1254)
directory-entry: Janu, Frau E., Direkt., Dehnhaide 14, ✉ 22 xyxy=(321,688,504,700)
directory-entry: — Frl. Marg., Lehrerin, Alt. Teichweg 7/9, H. M., ✉ 22 xyxy=(321,830,558,842)
directory-entry: — H., Arbtr., Döhnerstr. 9, ✉ 26 xyxy=(915,234,1054,246)
directory-entry: — Wwe., Ad., Morgenfrau, Erichstr. 50, H. 2 xyxy=(618,404,810,416)
directory-entry: Jarczynski, Rud., Tischl., Sillemstr. 61 ✉ 19 xyxy=(915,1299,1104,1311)
directory-entry: — Frau Adele, Süderstr. 107, ✉ 26 xyxy=(618,1285,767,1297)
directory-entry: — F., Arbtr., Schlachterstr. 11, ✉ 21 xyxy=(321,1256,475,1268)
directory-entry: — Friedr., Schiffb., Norderdeich 130e xyxy=(915,887,1078,899)
directory-entry: ⊙ R. Jantzen IR, Buchhandlung, BCto: Vereinsb. u. Postscheck: 15670, ☎ 1, 32 78 70, Glockengiesserwall 14, ✉ 1, Inh: Clara Jantzen Wwe. u. Nils Jantzen, beide Altona-Flottbek xyxy=(321,319,608,359)
directory-entry: — Wilh., Fruchtpack., Peterstr. 14, ✉ 36 xyxy=(321,518,494,530)
directory-entry: — Carl, Pensionär, Bundesstr. 87, ✉ 13 xyxy=(618,1413,787,1425)
directory-entry: — Hans, Masch.-Schloss., Telemannstr. 52 xyxy=(1212,901,1396,913)
directory-entry: — H., Tapezier, Lutterothstr. 9, ✉ 19 xyxy=(1212,1455,1371,1467)
directory-entry: — Heinr., Restaur., ☎ 34 43 94, Caffamacherreihe 58, ✉ 36 xyxy=(1212,1143,1472,1155)
directory-entry: — K., Marienthalerstr. 30, ✉ 23 xyxy=(618,646,756,658)
directory-entry: — Ed. F., ⅟P² Ed. F. Jaques & Co., ☎ 53 31 62, Isestr. 74, ✉ 13 xyxy=(618,1029,893,1041)
directory-entry: — M., Marienthalerstr. 134, ✉ 23 xyxy=(915,1015,1060,1027)
directory-entry: — Wilh., Verwaltgst.-Vorst., Desenissstrasse 18, ✉ 22 xyxy=(1212,688,1443,700)
directory-entry: — R., Maurer, Schadesweg 5, ✉ 26 xyxy=(618,717,771,729)
directory-entry: — Paul, Fil.-Leiter, Schaudinnsweg 11 xyxy=(618,702,784,714)
directory-entry: — H., Feuerwehrm., Schieldenstr. 6, ✉ 22 xyxy=(915,248,1096,260)
directory-entry: — Herm., Maurer, Doverkamp 7, ✉ Fu xyxy=(321,1370,489,1382)
directory-entry: — Erich, Tischl., Methfesselstr. 44, ✉ 19 xyxy=(321,1214,497,1226)
section-number: II xyxy=(321,175,342,201)
directory-entry: ⊙ Jantzen & Deeke IR, Kolonialw.-Makler, ☎ S.-Nr. 31 13 46, Catharinenbrücke 1, ✉ 8 xyxy=(321,631,608,658)
directory-entry: — Wwe., M., Kreuzbrook 11, ✉ 26 xyxy=(915,489,1068,501)
directory-entry: Jare, S. E., Kfm., BCto: Hbg. Sparc. v. 1827, Schlüterstr. 20, ✉ 13 xyxy=(618,1185,900,1197)
directory-entry: — E., Lorenzstr. 29a, ✉ 1 xyxy=(618,1427,729,1439)
directory-entry: — Johann, Schneider, Stellingerweg 32b xyxy=(321,702,495,714)
directory-entry: Japke, Rud., kfm. Ang., Süderstr. 329 xyxy=(618,347,778,359)
directory-entry: — Wilh., Schuhm.-Mstr., Heinr. Hertz-Strasse 39/41, ✉ 21 xyxy=(618,816,869,828)
directory-entry: — Peter, Res.-Lokf., Wendenstr. 96, H. 7 xyxy=(915,1228,1090,1240)
directory-entry: ⊙ Ed. F. Jaques & Co. IR, Technische Vertretungen, BCto: Deutsche Bk. u. Disc. Ges. u. PSch: 32314, ☎ 53 31 62, Isestr. 74, ✉ 13, Inh: Ed. F. Jaques u. Luise Nissen xyxy=(618,986,905,1027)
directory-entry: — W., Elligersweg 12a, ✉ 33 xyxy=(915,631,1042,643)
directory-entry: Japing, R., Kaufm., Hinrichsenstr. 4 xyxy=(618,333,771,345)
directory-entry: — Willy, Kaiarbtr., Wendenstr. 439, H. 1 xyxy=(321,603,495,615)
directory-entry: Jarchow, H., Rentner, Gothenstr. 9, ✉ 1 xyxy=(915,220,1084,231)
label-plastic-covered-document: Plastic Covered Document xyxy=(247,225,285,700)
directory-entry: — Aug., Bauunternehm., ☎ 59 09 63, Sommerkamp 4, ✉ Fu xyxy=(321,1114,584,1126)
